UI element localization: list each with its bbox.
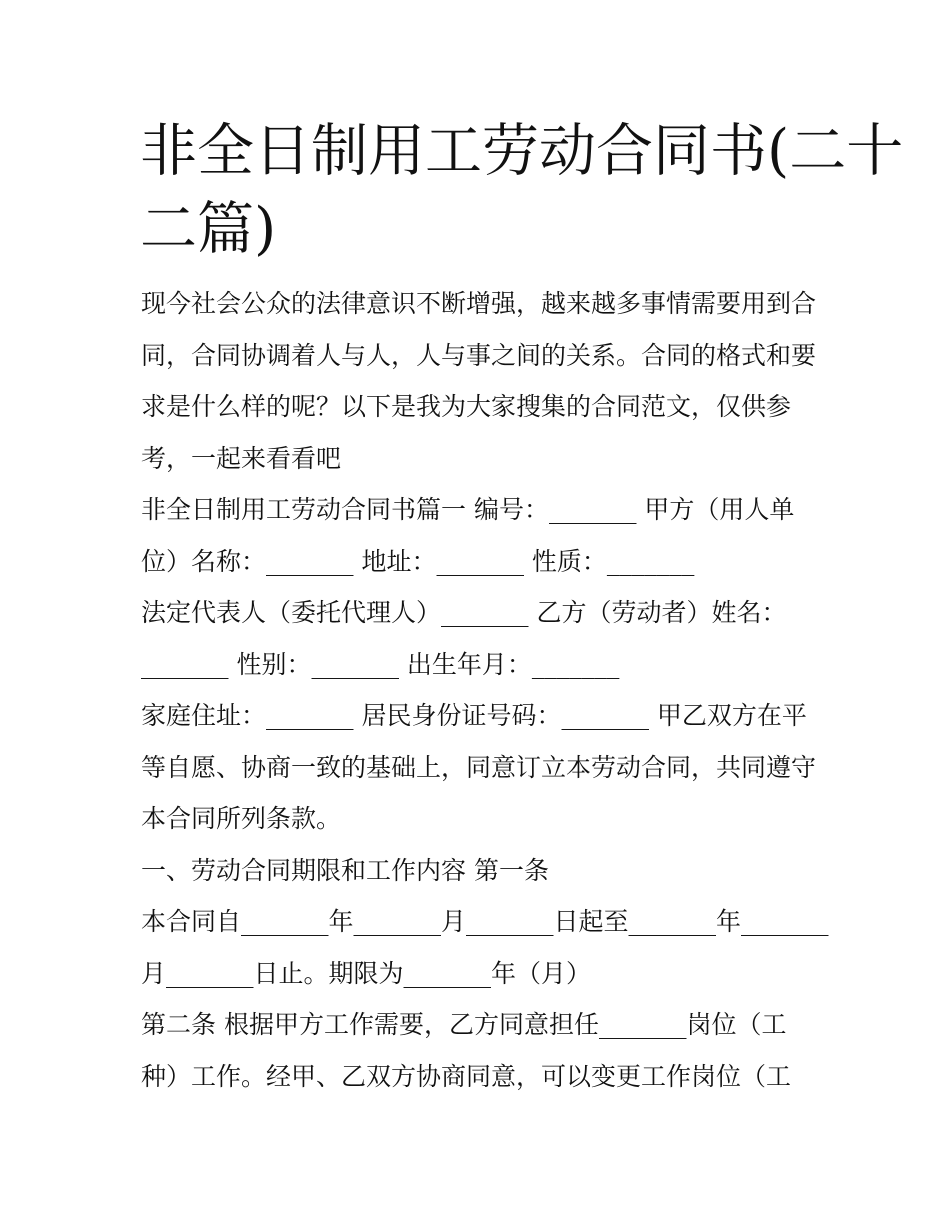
section-heading: 一、劳动合同期限和工作内容 第一条: [141, 855, 549, 885]
article-two-line-2: 种）工作。经甲、乙双方协商同意，可以变更工作岗位（工: [141, 1061, 792, 1091]
employee-info-line: _______ 性别：_______ 出生年月：_______: [141, 649, 620, 679]
term-line-1: 本合同自_______年_______月_______日起至_______年_______: [141, 907, 829, 936]
intro-line-2: 同，合同协调着人与人，人与事之间的关系。合同的格式和要: [141, 340, 817, 370]
intro-line-4: 考，一起来看看吧: [141, 443, 342, 473]
title-line-1: 非全日制用工劳动合同书(二十: [140, 118, 904, 184]
address-id-line: 家庭住址：_______ 居民身份证号码：_______ 甲乙双方在平: [141, 701, 807, 730]
contract-header-line: 非全日制用工劳动合同书篇一 编号：_______ 甲方（用人单: [141, 495, 795, 524]
employer-info-line: 位）名称：_______ 地址：_______ 性质：_______: [141, 546, 695, 576]
agreement-line-1: 等自愿、协商一致的基础上，同意订立本劳动合同，共同遵守: [141, 752, 817, 782]
article-two-line-1: 第二条 根据甲方工作需要，乙方同意担任_______岗位（工: [141, 1010, 787, 1039]
legal-rep-line: 法定代表人（委托代理人）_______ 乙方（劳动者）姓名：: [141, 598, 787, 627]
document-title: [140, 112, 904, 268]
term-line-2: 月_______日止。期限为_______年（月）: [141, 958, 592, 988]
agreement-line-2: 本合同所列条款。: [141, 804, 342, 833]
document-body: [141, 278, 831, 1102]
title-line-2: 二篇): [140, 196, 277, 262]
intro-line-1: 现今社会公众的法律意识不断增强，越来越多事情需要用到合: [141, 289, 817, 318]
intro-line-3: 求是什么样的呢？以下是我为大家搜集的合同范文，仅供参: [141, 392, 792, 421]
